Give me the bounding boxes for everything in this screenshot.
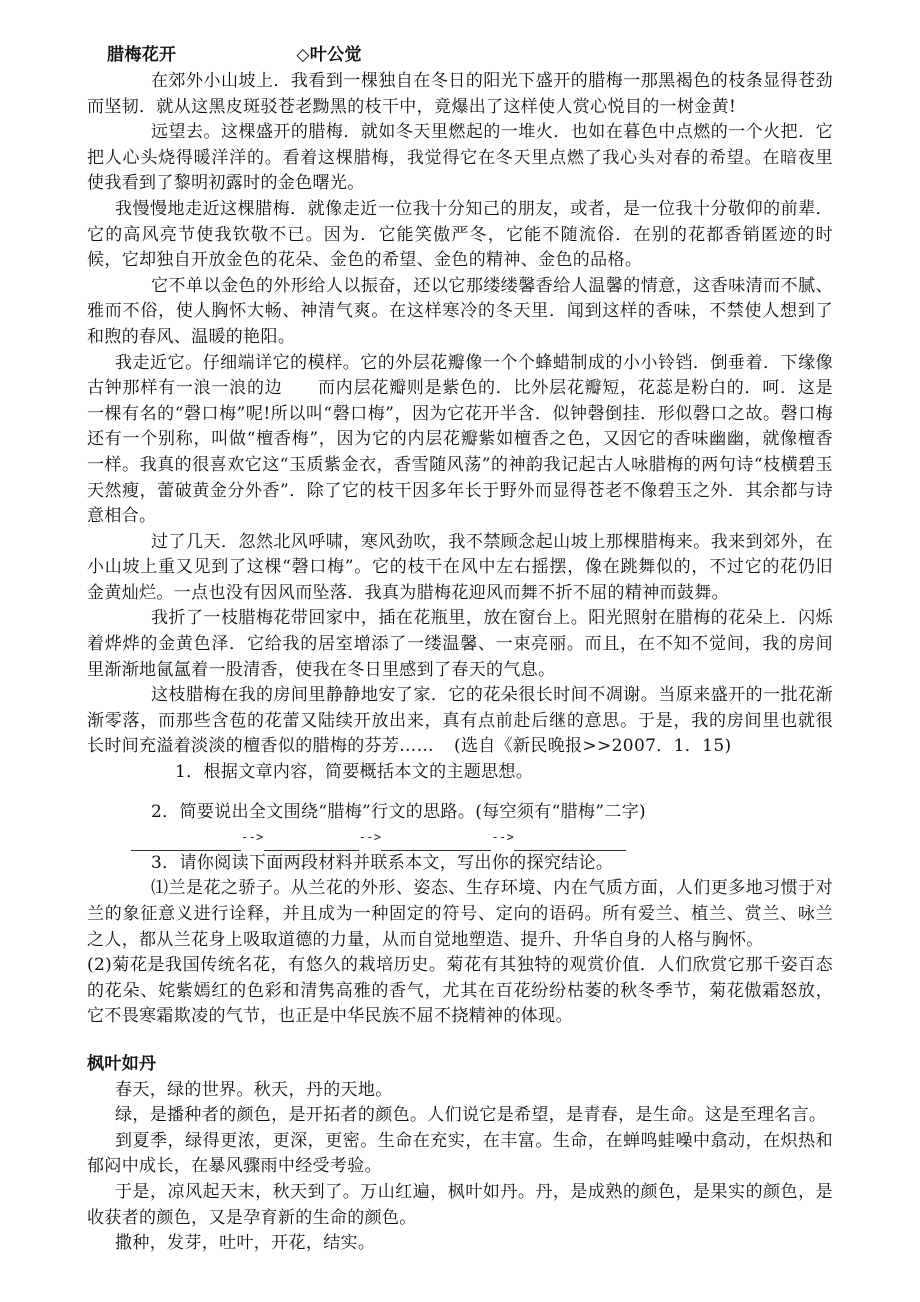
answer-blanks (87, 825, 833, 851)
paragraph (87, 683, 833, 760)
article-title: 腊梅花开 (107, 45, 177, 65)
answer-blank[interactable] (264, 836, 359, 851)
paragraph: 在郊外小山坡上．我看到一棵独自在冬日的阳光下盛开的腊梅一那黑褐色的枝条显得苍劲而坚韧．就从这黑皮斑驳苍老黝黑的枝干中，竟爆出了这样使人赏心悦目的一树金黄! (87, 71, 833, 117)
paragraph: 撒种，发芽，吐叶，开花，结实。 (115, 1233, 376, 1254)
article-header (87, 43, 833, 69)
arrow: --> (358, 830, 382, 845)
paragraph: 春天，绿的世界。秋天，丹的天地。 (115, 1079, 393, 1100)
article-author: ◇叶公觉 (296, 45, 362, 65)
answer-blank[interactable] (381, 836, 491, 851)
answer-blank[interactable] (514, 836, 626, 851)
paragraph: 我慢慢地走近这棵腊梅．就像走近一位我十分知己的朋友，或者，是一位我十分敬仰的前辈．它的高风亮节使我钦敬不已。因为．它能笑傲严冬，它能不随流俗．在别的花都香销匿迹的时候，它却独自开放金色的花朵、金色的希望、金色的精神、金色的品格。 (87, 198, 833, 271)
paragraph: 远望去。这棵盛开的腊梅．就如冬天里燃起的一堆火．也如在暮色中点燃的一个火把．它把人心头烧得暖洋洋的。看着这棵腊梅，我觉得它在冬天里点燃了我心头对春的希望。在暗夜里使我看到了黎明初露时的金色曙光。 (87, 122, 833, 194)
answer-blank[interactable] (131, 836, 241, 851)
document-page (87, 43, 833, 1257)
article-2-title: 枫叶如丹 (87, 1053, 157, 1074)
paragraph: 它不单以金色的外形给人以振奋，还以它那缕缕馨香给人温馨的情意，这香味清而不腻、雅而不俗，使人胸怀大畅、神清气爽。在这样寒冷的冬天里．闻到这样的香味，不禁使人想到了和煦的春风、温暖的艳阳。 (87, 275, 833, 347)
question-3: 3．请你阅读下面两段材料并联系本文，写出你的探究结论。 (151, 852, 614, 873)
paragraph: 于是，凉风起天末，秋天到了。万山红遍，枫叶如丹。丹，是成熟的颜色，是果实的颜色，是收获者的颜色，又是孕育新的生命的颜色。 (87, 1181, 833, 1228)
paragraph: 绿，是播种者的颜色，是开拓者的颜色。人们说它是希望，是青春，是生命。这是至理名言。 (115, 1105, 827, 1126)
paragraph-text: 这枝腊梅在我的房间里静静地安了家．它的花朵很长时间不凋谢。当原来盛开的一批花渐渐零落，而那些含苞的花蕾又陆续开放出来，真有点前赴后继的意思。于是，我的房间里也就很长时间充溢着淡淡的檀香似的腊梅的芬芳…… (87, 685, 833, 757)
paragraph: 我折了一枝腊梅花带回家中，插在花瓶里，放在窗台上。阳光照射在腊梅的花朵上．闪烁着烨烨的金黄色泽．它给我的居室增添了一缕温馨、一束亮丽。而且，在不知不觉间，我的房间里渐渐地氤氲着一股清香，使我在冬日里感到了春天的气息。 (87, 608, 833, 680)
source-citation: (选自《新民晚报>>2007．1．15) (454, 736, 732, 757)
question-2: 2．简要说出全文围绕“腊梅”行文的思路。(每空须有“腊梅”二字) (151, 801, 647, 822)
paragraph: 过了几天．忽然北风呼啸，寒风劲吹，我不禁顾念起山坡上那棵腊梅来。我来到郊外，在小山坡上重又见到了这棵“磬口梅”。它的枝干在风中左右摇摆，像在跳舞似的，不过它的花仍旧金黄灿烂。一点也没有因风而坠落．我真为腊梅花迎风而舞不折不屈的精神而鼓舞。 (87, 531, 833, 603)
arrow: --> (491, 830, 515, 845)
paragraph: 我走近它。仔细端详它的模样。它的外层花瓣像一个个蜂蜡制成的小小铃铛．倒垂着．下缘像古钟那样有一浪一浪的边 而内层花瓣则是紫色的．比外层花瓣短，花蕊是粉白的．呵．这是一棵有名的“磬口梅”呢!所以叫“磬口梅”，因为它花开半含．似钟磬倒挂．形似磬口之故。磬口梅还有一个别称，叫做“檀香梅”，因为它的内层花瓣紫如檀香之色，又因它的香味幽幽，就像檀香一样。我真的很喜欢它这“玉质紫金衣，香雪随风荡”的神韵我记起古人咏腊梅的两句诗“枝横碧玉天然瘦，蕾破黄金分外香”．除了它的枝干因多年长于野外而显得苍老不像碧玉之外．其余都与诗意相合。 (87, 352, 833, 527)
material-1: ⑴兰是花之骄子。从兰花的外形、姿态、生存环境、内在气质方面，人们更多地习惯于对兰的象征意义进行诠释，并且成为一种固定的符号、定向的语码。所有爱兰、植兰、赏兰、咏兰之人，都从兰花身上吸取道德的力量，从而自觉地塑造、提升、升华自身的人格与胸怀。 (87, 878, 833, 950)
arrow: --> (241, 830, 264, 845)
material-2: (2)菊花是我国传统名花，有悠久的栽培历史。菊花有其独特的观赏价值．人们欣赏它那千姿百态的花朵、姹紫嫣红的色彩和清隽高雅的香气，尤其在百花纷纷枯萎的秋冬季节，菊花傲霜怒放，它不畏寒霜欺凌的气节，也正是中华民族不屈不挠精神的体现。 (87, 955, 833, 1027)
paragraph: 到夏季，绿得更浓，更深，更密。生命在充实，在丰富。生命，在蝉鸣蛙噪中翕动，在炽热和郁闷中成长，在暴风骤雨中经受考验。 (87, 1130, 833, 1177)
question-1: 1．根据文章内容，简要概括本文的主题思想。 (175, 762, 534, 783)
